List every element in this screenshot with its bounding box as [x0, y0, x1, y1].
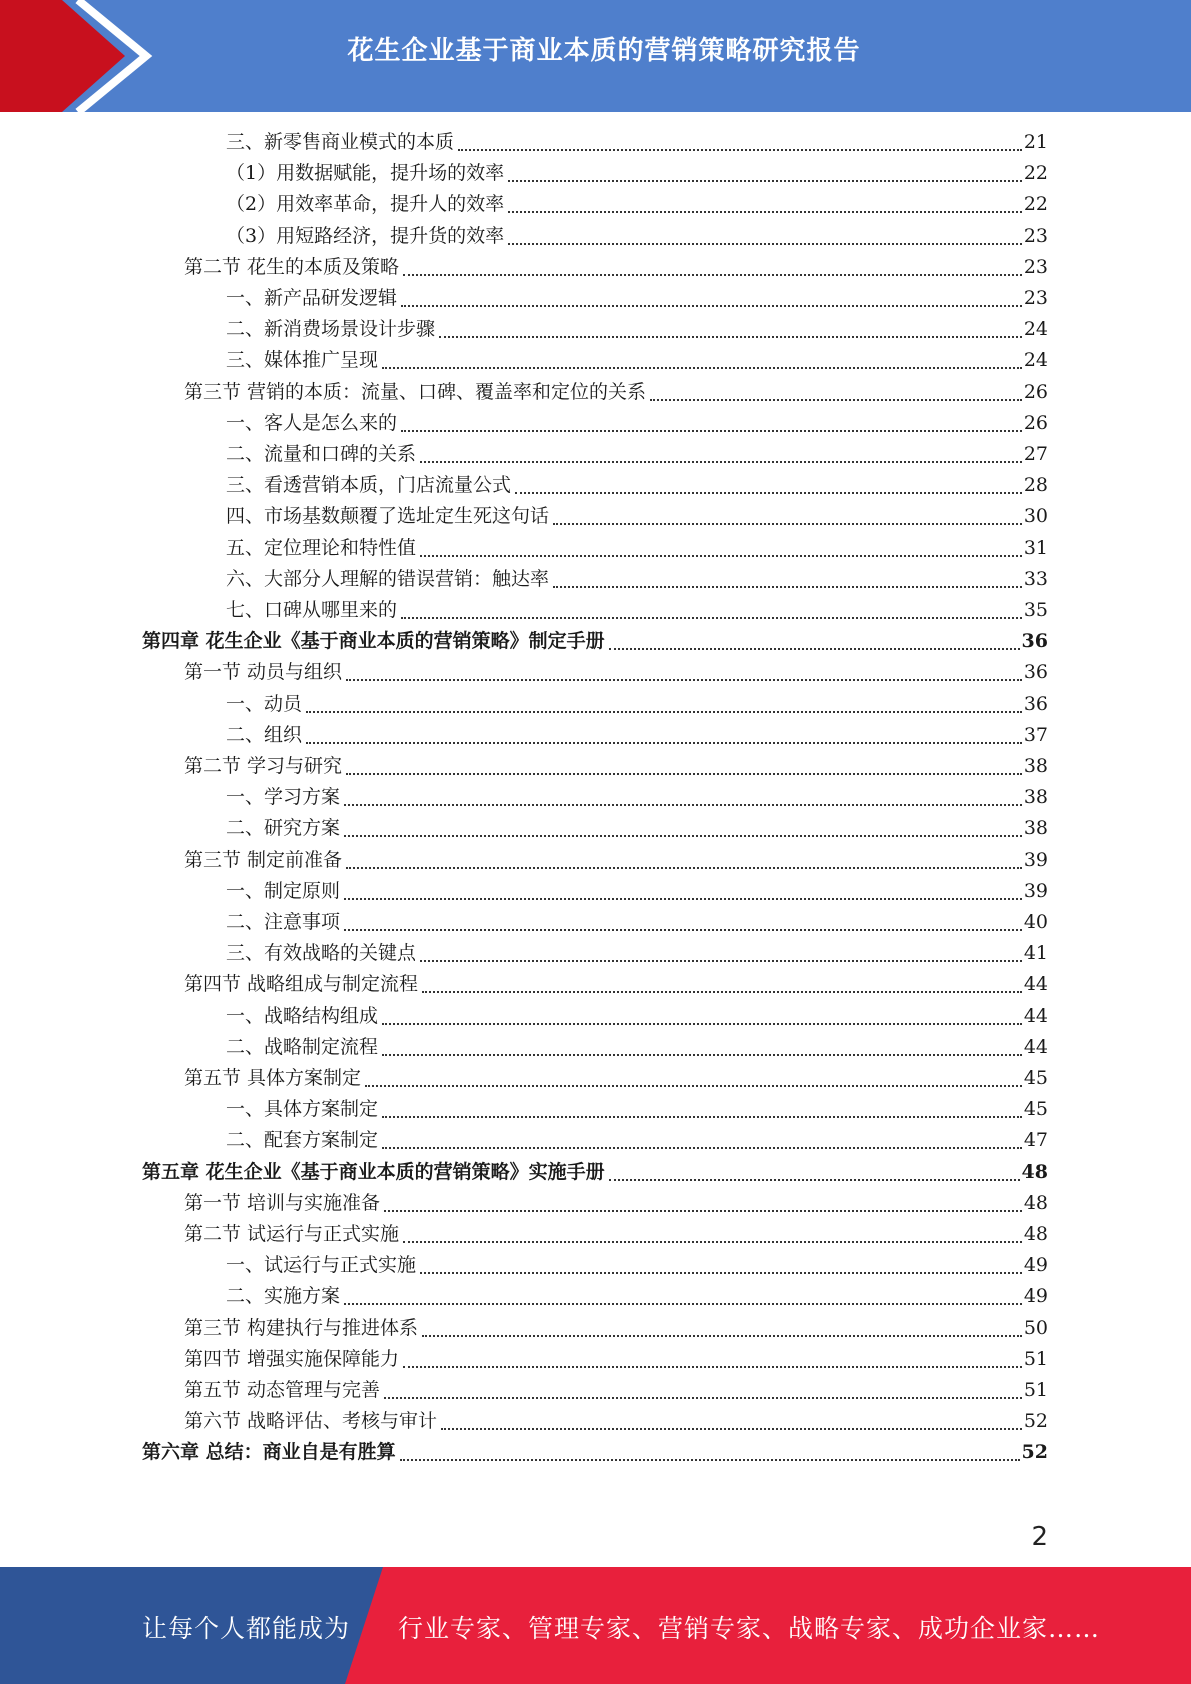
toc-section-entry[interactable] [184, 1406, 1048, 1437]
toc-dot-leader [508, 179, 1022, 182]
toc-entry-page: 27 [1023, 443, 1048, 465]
toc-entry-label: 一、动员 [226, 692, 303, 715]
toc-entry-page: 24 [1023, 318, 1048, 341]
toc-entry-page: 52 [1021, 1441, 1048, 1464]
toc-entry-label: 第五章 花生企业《基于商业本质的营销策略》实施手册 [142, 1160, 605, 1183]
toc-subsection-entry[interactable] [226, 470, 1048, 501]
toc-dot-leader [384, 1396, 1022, 1399]
toc-subsection-entry[interactable] [226, 221, 1048, 252]
toc-subsection-entry[interactable] [226, 439, 1048, 470]
toc-dot-leader [420, 959, 1022, 962]
toc-entry-label: 第三节 制定前准备 [184, 848, 343, 871]
toc-entry-label: 一、学习方案 [226, 786, 341, 809]
toc-entry-page: 39 [1023, 879, 1048, 902]
toc-entry-page: 50 [1023, 1316, 1048, 1339]
toc-entry-label: 第四节 战略组成与制定流程 [184, 973, 419, 996]
toc-subsection-entry[interactable] [226, 1281, 1048, 1312]
toc-dot-leader [609, 647, 1020, 650]
toc-entry-page: 23 [1023, 287, 1048, 309]
toc-entry-page: 38 [1023, 755, 1048, 777]
toc-subsection-entry[interactable] [226, 408, 1048, 439]
toc-entry-label: 第一节 培训与实施准备 [184, 1191, 381, 1214]
toc-entry-page: 38 [1023, 786, 1048, 809]
toc-entry-page: 48 [1023, 1223, 1048, 1245]
toc-dot-leader [344, 928, 1022, 931]
toc-entry-page: 28 [1023, 474, 1048, 497]
toc-entry-page: 22 [1023, 162, 1048, 185]
toc-dot-leader [344, 834, 1022, 837]
toc-entry-label: 第四章 花生企业《基于商业本质的营销策略》制定手册 [142, 630, 605, 653]
toc-section-entry[interactable] [184, 1188, 1048, 1219]
footer-slogan-right: 行业专家、管理专家、营销专家、战略专家、成功企业家…… [398, 1614, 1101, 1643]
toc-entry-page: 52 [1023, 1410, 1048, 1433]
toc-section-entry[interactable] [184, 377, 1048, 408]
toc-entry-label: 一、新产品研发逻辑 [226, 287, 398, 309]
toc-subsection-entry[interactable] [226, 189, 1048, 220]
toc-dot-leader [344, 897, 1022, 900]
toc-entry-page: 44 [1023, 1004, 1048, 1027]
toc-section-entry[interactable] [184, 252, 1048, 283]
toc-subsection-entry[interactable] [226, 938, 1048, 969]
toc-entry-label: 二、新消费场景设计步骤 [226, 318, 436, 341]
toc-entry-page: 49 [1023, 1285, 1048, 1308]
toc-entry-page: 36 [1021, 630, 1048, 653]
toc-dot-leader [403, 273, 1022, 276]
toc-dot-leader [420, 1271, 1022, 1274]
toc-entry-page: 21 [1023, 131, 1048, 153]
toc-entry-label: 第二节 学习与研究 [184, 755, 343, 777]
toc-entry-label: 第五节 具体方案制定 [184, 1067, 362, 1089]
toc-dot-leader [400, 1458, 1020, 1461]
toc-section-entry[interactable] [184, 969, 1048, 1000]
toc-chapter-entry[interactable] [142, 1157, 1048, 1188]
toc-entry-label: 第二节 花生的本质及策略 [184, 255, 400, 278]
toc-subsection-entry[interactable] [226, 283, 1048, 314]
toc-subsection-entry[interactable] [226, 689, 1048, 720]
toc-subsection-entry[interactable] [226, 314, 1048, 345]
toc-entry-page: 48 [1021, 1160, 1048, 1183]
toc-dot-leader [553, 522, 1022, 525]
toc-entry-label: 第三节 营销的本质：流量、口碑、覆盖率和定位的关系 [184, 380, 647, 403]
toc-dot-leader [515, 491, 1022, 494]
toc-entry-label: 第六章 总结：商业自是有胜算 [142, 1441, 396, 1464]
toc-entry-page: 24 [1023, 349, 1048, 372]
toc-section-entry[interactable] [184, 657, 1048, 688]
toc-entry-label: 二、组织 [226, 723, 303, 746]
toc-section-entry[interactable] [184, 1313, 1048, 1344]
toc-entry-page: 48 [1023, 1191, 1048, 1214]
footer-slogan-left: 让每个人都能成为 [142, 1614, 351, 1643]
toc-entry-page: 45 [1023, 1098, 1048, 1121]
toc-dot-leader [609, 1178, 1020, 1181]
page-number: 2 [1031, 1522, 1048, 1552]
toc-dot-leader [422, 990, 1022, 993]
toc-section-entry[interactable] [184, 845, 1048, 876]
toc-entry-label: 二、配套方案制定 [226, 1129, 379, 1152]
toc-entry-label: 三、媒体推广呈现 [226, 349, 379, 372]
toc-subsection-entry[interactable] [226, 782, 1048, 813]
toc-entry-page: 41 [1023, 942, 1048, 965]
toc-entry-label: 第二节 试运行与正式实施 [184, 1223, 400, 1245]
toc-entry-label: 第四节 增强实施保障能力 [184, 1347, 400, 1370]
toc-subsection-entry[interactable] [226, 345, 1048, 376]
toc-entry-label: 第五节 动态管理与完善 [184, 1379, 381, 1401]
toc-entry-page: 51 [1023, 1379, 1048, 1401]
toc-entry-page: 39 [1023, 848, 1048, 871]
toc-entry-page: 40 [1023, 911, 1048, 933]
toc-dot-leader [346, 866, 1022, 869]
toc-entry-page: 44 [1023, 1035, 1048, 1058]
toc-entry-page: 49 [1023, 1254, 1048, 1277]
toc-section-entry[interactable] [184, 1219, 1048, 1250]
toc-entry-label: 二、研究方案 [226, 817, 341, 840]
toc-dot-leader [422, 1334, 1022, 1337]
toc-entry-page: 47 [1023, 1129, 1048, 1152]
toc-entry-label: （3）用短路经济，提升货的效率 [226, 224, 505, 247]
toc-subsection-entry[interactable] [226, 158, 1048, 189]
toc-dot-leader [508, 210, 1022, 213]
toc-dot-leader [401, 616, 1022, 619]
toc-dot-leader [344, 1302, 1022, 1305]
report-title: 花生企业基于商业本质的营销策略研究报告 [347, 36, 861, 66]
toc-dot-leader [382, 366, 1022, 369]
toc-chapter-entry[interactable] [142, 626, 1048, 657]
toc-dot-leader [382, 1115, 1022, 1118]
header-banner [0, 0, 1191, 112]
toc-entry-label: 一、客人是怎么来的 [226, 411, 398, 434]
toc-entry-page: 31 [1023, 536, 1048, 559]
toc-subsection-entry[interactable] [226, 1032, 1048, 1063]
toc-dot-leader [384, 1209, 1022, 1212]
toc-entry-page: 23 [1023, 255, 1048, 278]
toc-dot-leader [306, 741, 1022, 744]
toc-entry-label: 二、注意事项 [226, 911, 341, 933]
toc-dot-leader [401, 429, 1022, 432]
toc-entry-label: 七、口碑从哪里来的 [226, 599, 398, 621]
toc-entry-page: 36 [1023, 661, 1048, 684]
toc-subsection-entry[interactable] [226, 1250, 1048, 1281]
toc-chapter-entry[interactable] [142, 1437, 1048, 1468]
toc-entry-page: 37 [1023, 723, 1048, 746]
toc-subsection-entry[interactable] [226, 720, 1048, 751]
toc-entry-page: 26 [1023, 380, 1048, 403]
toc-dot-leader [306, 710, 1022, 713]
toc-dot-leader [420, 460, 1022, 463]
toc-dot-leader [382, 1146, 1022, 1149]
toc-entry-page: 36 [1023, 692, 1048, 715]
toc-entry-label: 第一节 动员与组织 [184, 661, 343, 684]
toc-dot-leader [439, 335, 1022, 338]
toc-subsection-entry[interactable] [226, 1001, 1048, 1032]
toc-dot-leader [650, 398, 1022, 401]
toc-subsection-entry[interactable] [226, 876, 1048, 907]
toc-dot-leader [553, 585, 1022, 588]
toc-dot-leader [344, 803, 1022, 806]
toc-section-entry[interactable] [184, 1344, 1048, 1375]
toc-entry-page: 35 [1023, 599, 1048, 621]
toc-entry-label: 六、大部分人理解的错误营销：触达率 [226, 567, 550, 590]
toc-entry-label: 一、试运行与正式实施 [226, 1254, 417, 1277]
toc-entry-label: 三、看透营销本质，门店流量公式 [226, 474, 512, 497]
footer-banner [0, 1567, 1191, 1684]
toc-entry-page: 23 [1023, 224, 1048, 247]
toc-dot-leader [403, 1365, 1022, 1368]
toc-section-entry[interactable] [184, 751, 1048, 782]
toc-dot-leader [458, 148, 1022, 151]
toc-dot-leader [420, 554, 1022, 557]
toc-dot-leader [508, 242, 1022, 245]
toc-entry-label: （2）用效率革命，提升人的效率 [226, 193, 505, 216]
toc-subsection-entry[interactable] [226, 595, 1048, 626]
toc-entry-page: 26 [1023, 411, 1048, 434]
toc-dot-leader [401, 304, 1022, 307]
toc-entry-page: 45 [1023, 1067, 1048, 1089]
toc-section-entry[interactable] [184, 1063, 1048, 1094]
toc-entry-label: 第六节 战略评估、考核与审计 [184, 1410, 438, 1433]
toc-entry-label: （1）用数据赋能，提升场的效率 [226, 162, 505, 185]
toc-entry-label: 二、实施方案 [226, 1285, 341, 1308]
toc-subsection-entry[interactable] [226, 1094, 1048, 1125]
toc-entry-label: 第三节 构建执行与推进体系 [184, 1316, 419, 1339]
toc-entry-page: 30 [1023, 505, 1048, 528]
toc-subsection-entry[interactable] [226, 533, 1048, 564]
toc-dot-leader [346, 678, 1022, 681]
toc-entry-label: 二、流量和口碑的关系 [226, 443, 417, 465]
toc-subsection-entry[interactable] [226, 813, 1048, 844]
toc-entry-page: 51 [1023, 1347, 1048, 1370]
toc-dot-leader [382, 1022, 1022, 1025]
toc-subsection-entry[interactable] [226, 127, 1048, 158]
toc-subsection-entry[interactable] [226, 501, 1048, 532]
toc-dot-leader [441, 1427, 1022, 1430]
toc-dot-leader [346, 772, 1022, 775]
toc-entry-page: 38 [1023, 817, 1048, 840]
toc-entry-page: 22 [1023, 193, 1048, 216]
toc-entry-label: 二、战略制定流程 [226, 1035, 379, 1058]
toc-subsection-entry[interactable] [226, 907, 1048, 938]
toc-entry-label: 三、有效战略的关键点 [226, 942, 417, 965]
toc-entry-label: 四、市场基数颠覆了选址定生死这句话 [226, 505, 550, 528]
toc-entry-label: 五、定位理论和特性值 [226, 536, 417, 559]
toc-dot-leader [382, 1053, 1022, 1056]
toc-entry-page: 33 [1023, 567, 1048, 590]
toc-entry-label: 三、新零售商业模式的本质 [226, 131, 455, 153]
toc-entry-label: 一、战略结构组成 [226, 1004, 379, 1027]
toc-subsection-entry[interactable] [226, 564, 1048, 595]
toc-dot-leader [365, 1084, 1022, 1087]
toc-entry-label: 一、制定原则 [226, 879, 341, 902]
toc-dot-leader [403, 1240, 1022, 1243]
toc-subsection-entry[interactable] [226, 1125, 1048, 1156]
toc-entry-page: 44 [1023, 973, 1048, 996]
toc-entry-label: 一、具体方案制定 [226, 1098, 379, 1121]
toc-section-entry[interactable] [184, 1375, 1048, 1406]
